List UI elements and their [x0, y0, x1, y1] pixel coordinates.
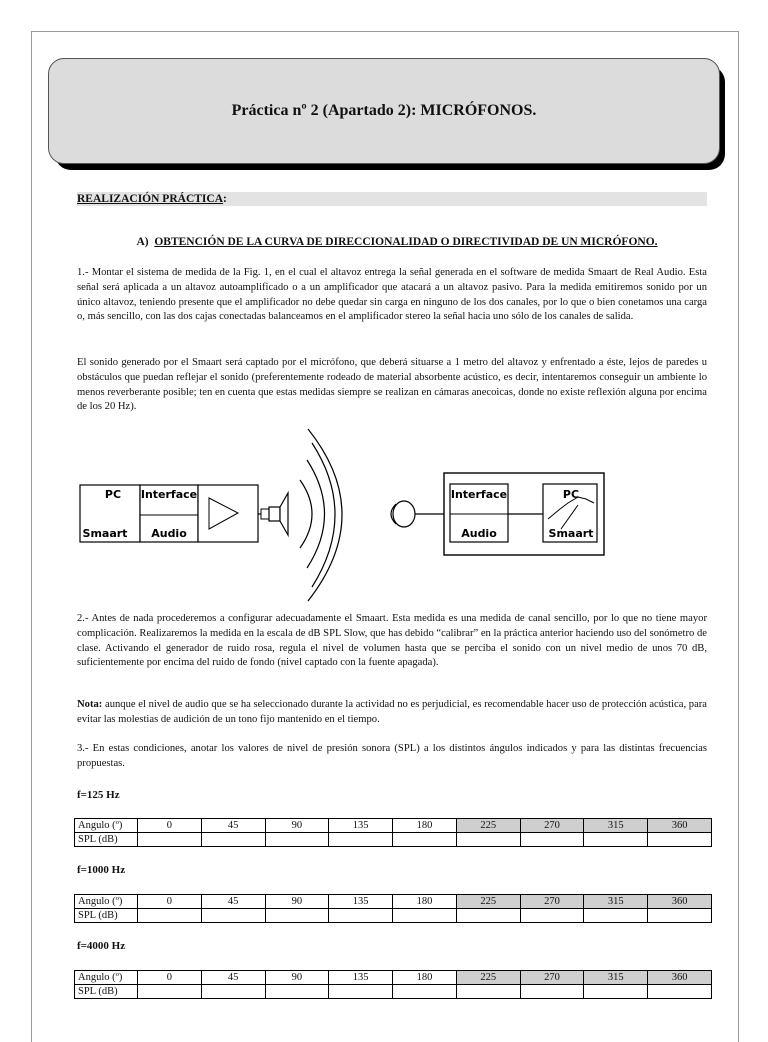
spl-cell[interactable] [393, 985, 457, 999]
angle-cell: 135 [329, 895, 393, 909]
paragraph-4: 3.- En estas condiciones, anotar los valores de nivel de presión sonora (SPL) a los distintos ángulos indicados y para las distintas frecuencias propuestas. [77, 743, 707, 769]
angle-cell: 360 [648, 895, 712, 909]
spl-cell[interactable] [329, 985, 393, 999]
spl-cell[interactable] [648, 833, 712, 847]
angle-row-label: Angulo (º) [75, 895, 138, 909]
angle-cell: 225 [456, 895, 520, 909]
spl-row-label: SPL (dB) [75, 833, 138, 847]
spl-cell[interactable] [138, 985, 202, 999]
left-pc-label: PC [104, 488, 122, 501]
spl-table-1000 [74, 894, 712, 923]
angle-cell: 225 [456, 971, 520, 985]
table-row-spl [75, 833, 712, 847]
spl-cell[interactable] [201, 833, 265, 847]
spl-cell[interactable] [456, 985, 520, 999]
spl-cell[interactable] [584, 833, 648, 847]
angle-cell: 45 [201, 971, 265, 985]
subsection-letter: A) [136, 236, 149, 248]
angle-cell: 90 [265, 819, 329, 833]
angle-cell: 360 [648, 819, 712, 833]
right-smaart-label: Smaart [548, 527, 594, 540]
spl-cell[interactable] [201, 909, 265, 923]
spl-row-label: SPL (dB) [75, 985, 138, 999]
angle-cell: 135 [329, 819, 393, 833]
angle-cell: 0 [138, 819, 202, 833]
section-heading-text: REALIZACIÓN PRÁCTICA [77, 193, 224, 205]
note-text: aunque el nivel de audio que se ha seleccionado durante la actividad no es perjudicial, es recomendable hacer uso de protección acústica, para evitar las molestias de audición de un tono fijo mantenido en el tiempo. [77, 699, 707, 725]
spl-table-125 [74, 818, 712, 847]
microphone-icon [393, 501, 415, 527]
spl-cell[interactable] [393, 833, 457, 847]
left-interface-label: Interface [140, 488, 198, 501]
note-label: Nota: [77, 699, 103, 710]
frequency-label-4000: f=4000 Hz [77, 940, 126, 952]
angle-cell: 270 [520, 819, 584, 833]
angle-cell: 90 [265, 971, 329, 985]
speaker-magnet [269, 507, 280, 521]
subsection-title: OBTENCIÓN DE LA CURVA DE DIRECCIONALIDAD O DIRECTIVIDAD DE UN MICRÓFONO. [154, 236, 658, 248]
spl-cell[interactable] [265, 985, 329, 999]
sound-wave-2 [307, 460, 325, 568]
frequency-label-1000: f=1000 Hz [77, 864, 126, 876]
angle-cell: 45 [201, 819, 265, 833]
paragraph-1: 1.- Montar el sistema de medida de la Fig. 1, en el cual el altavoz entrega la señal generada en el software de medida Smaart de Real Audio. Esta señal será aplicada a un altavoz autoamplificado o a un amplificador que atacará a un altavoz pasivo. Para la medida emitiremos sonido por un único altavoz, teniendo presente que el amplificador no debe quedar sin carga en ninguno de los dos canales, por lo que o bien conetamos una carga o, más sencillo, con las dos cajas conectadas balanceamos en el amplificador stereo la señal hacia uno sólo de los canales de salida. [77, 267, 707, 323]
angle-cell: 315 [584, 819, 648, 833]
left-smaart-label: Smaart [82, 527, 128, 540]
angle-cell: 90 [265, 895, 329, 909]
table-row-angles [75, 895, 712, 909]
angle-cell: 270 [520, 895, 584, 909]
right-interface-label: Interface [450, 488, 508, 501]
spl-cell[interactable] [456, 909, 520, 923]
spl-cell[interactable] [393, 909, 457, 923]
left-audio-label: Audio [151, 527, 187, 540]
angle-cell: 315 [584, 895, 648, 909]
measurement-setup-diagram [78, 425, 638, 605]
table-row-angles [75, 819, 712, 833]
right-audio-label: Audio [461, 527, 497, 540]
spl-cell[interactable] [648, 909, 712, 923]
page-title: Práctica nº 2 (Apartado 2): MICRÓFONOS. [231, 102, 537, 119]
right-pc-label: PC [562, 488, 580, 501]
spl-cell[interactable] [584, 985, 648, 999]
angle-row-label: Angulo (º) [75, 819, 138, 833]
angle-cell: 0 [138, 971, 202, 985]
angle-cell: 135 [329, 971, 393, 985]
angle-cell: 0 [138, 895, 202, 909]
angle-cell: 180 [393, 819, 457, 833]
spl-cell[interactable] [520, 833, 584, 847]
sound-wave-3 [312, 443, 335, 587]
speaker-cone-icon [280, 493, 288, 535]
angle-cell: 45 [201, 895, 265, 909]
angle-cell: 180 [393, 971, 457, 985]
subsection-heading [77, 236, 717, 248]
spl-cell[interactable] [265, 833, 329, 847]
table-row-spl [75, 985, 712, 999]
note-paragraph [77, 698, 707, 728]
spl-cell[interactable] [329, 909, 393, 923]
sound-wave-1 [300, 480, 312, 548]
spl-row-label: SPL (dB) [75, 909, 138, 923]
angle-cell: 315 [584, 971, 648, 985]
spl-cell[interactable] [265, 909, 329, 923]
spl-table-4000 [74, 970, 712, 999]
frequency-label-125: f=125 Hz [77, 789, 120, 801]
spl-cell[interactable] [201, 985, 265, 999]
spl-cell[interactable] [520, 909, 584, 923]
spl-cell[interactable] [648, 985, 712, 999]
spl-cell[interactable] [584, 909, 648, 923]
table-row-spl [75, 909, 712, 923]
speaker-connector [261, 509, 269, 519]
table-row-angles [75, 971, 712, 985]
angle-cell: 270 [520, 971, 584, 985]
title-box [48, 58, 720, 164]
angle-cell: 180 [393, 895, 457, 909]
spl-cell[interactable] [138, 833, 202, 847]
paragraph-3: 2.- Antes de nada procederemos a configurar adecuadamente el Smaart. Esta medida es una medida de canal sencillo, por lo que no tiene mayor complicación. Realizaremos la medida en la escala de dB SPL Slow, que has debido “calibrar” en la práctica anterior haciendo uso del sonómetro de clase. Activando el generador de ruido rosa, regula el nivel de volumen hasta que se perciba el sonido con un nivel medio de unos 70 dB, suficientemente por encima del ruido de fondo (nivel captado con la fuente apagada). [77, 613, 707, 669]
angle-cell: 225 [456, 819, 520, 833]
angle-row-label: Angulo (º) [75, 971, 138, 985]
spl-cell[interactable] [520, 985, 584, 999]
section-heading [77, 192, 707, 206]
spl-cell[interactable] [329, 833, 393, 847]
spl-cell[interactable] [456, 833, 520, 847]
spl-cell[interactable] [138, 909, 202, 923]
paragraph-2: El sonido generado por el Smaart será captado por el micrófono, que deberá situarse a 1 metro del altavoz y enfrentado a éste, lejos de paredes u obstáculos que puedan reflejar el sonido (preferentemente rodeado de material absorbente acústico, es decir, intentaremos conseguir un ambiente lo menos reverberante posible; ten en cuenta que estas medidas siempre se realizan en cámaras anecoicas, donde no existe reflexión alguna por encima de los 20 Hz). [77, 357, 707, 413]
angle-cell: 360 [648, 971, 712, 985]
section-heading-suffix: : [223, 193, 227, 205]
